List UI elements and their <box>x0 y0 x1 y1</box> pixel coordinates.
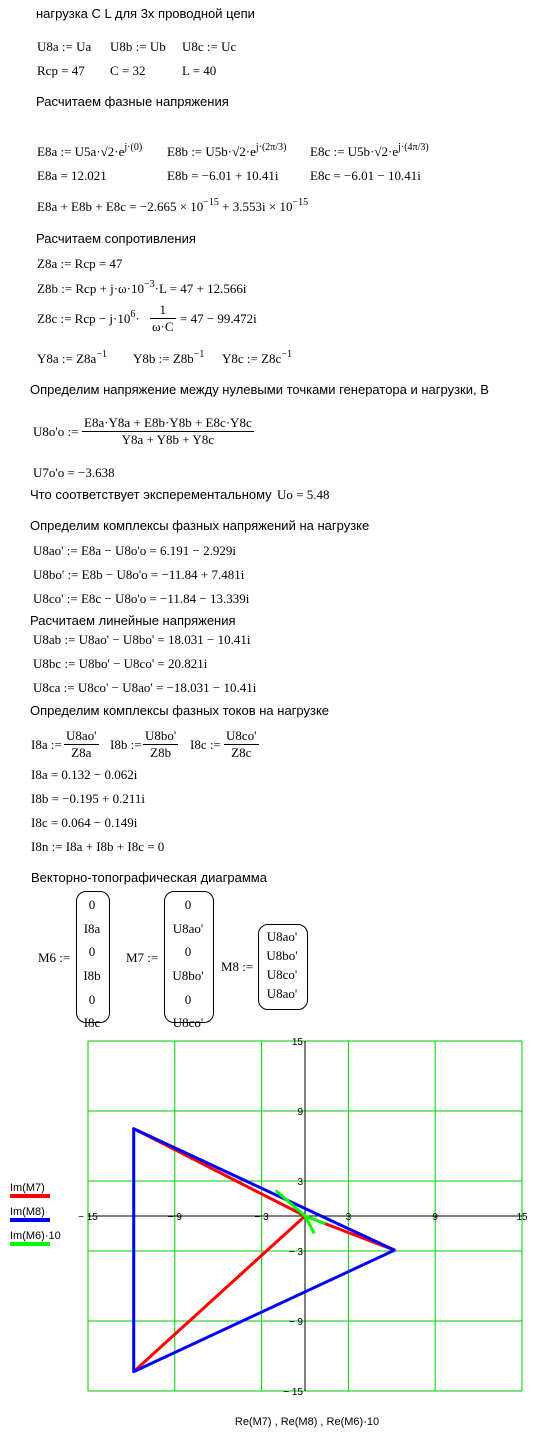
x-tick-label: − 3 <box>254 1212 269 1223</box>
m8-vector: U8ao' U8bo' U8co' U8ao' <box>266 929 298 1001</box>
u8ao-def: U8ao' := E8a − U8o'o = 6.191 − 2.929i <box>33 543 236 558</box>
i8c-fraction: $\frac{U8co'}{Z8c}$ <box>226 728 257 760</box>
i8b-value: I8b = −0.195 + 0.211i <box>31 791 145 806</box>
y-tick-label: 3 <box>297 1177 303 1188</box>
u7oo-value: U7o'o = −3.638 <box>33 465 115 480</box>
m6-label: M6 := <box>38 950 71 965</box>
i8a-value: I8a = 0.132 − 0.062i <box>31 767 138 782</box>
e8b-def: E8b := $U5b\cdot√2\cdot e^{j\cdot(2\pi/3)}$ <box>167 142 287 159</box>
u8oo-fraction: $\frac{E8a\cdot Y8a + E8b\cdot Y8b + E8c\cdot Y8c}{Y8a + Y8b + Y8c}$ <box>84 415 252 447</box>
linear-heading: Расчитаем линейные напряжения <box>30 613 236 628</box>
x-axis-label: Re(M7) , Re(M8) , Re(M6)·10 <box>234 1416 380 1428</box>
u8co-def: U8co' := E8c − U8o'o = −11.84 − 13.339i <box>33 591 250 606</box>
currents-heading: Определим комплексы фазных токов на нагрузке <box>30 703 330 718</box>
def-u8b: U8b := Ub <box>110 39 166 54</box>
m6-vector: 0 I8a 0 I8b 0 I8c <box>83 897 101 1031</box>
m7-vector: 0 U8ao' 0 U8bo' 0 U8co' <box>172 897 204 1031</box>
x-tick-label: 9 <box>432 1212 438 1223</box>
phase-sum: $E8a + E8b + E8c = -2.665 \times 10^{-15} + 3.553i \times 10^{-15}$ <box>37 197 309 214</box>
e8c-value: E8c = −6.01 − 10.41i <box>310 168 421 183</box>
z8c-def-lhs: Z8c := Rcp − $j\cdot 10^6\cdot$ <box>37 309 140 326</box>
series-line-1 <box>134 1129 395 1372</box>
i8a-fraction: $\frac{U8ao'}{Z8a}$ <box>66 728 97 760</box>
def-u8a: U8a := Ua <box>37 39 92 54</box>
series-line-3 <box>277 1191 324 1233</box>
m7-label: M7 := <box>126 950 159 965</box>
u8bc-def: U8bc := U8bo' − U8co' = 20.821i <box>33 656 208 671</box>
z8c-result: = 47 − 99.472i <box>180 311 257 326</box>
complex-heading: Определим комплексы фазных напряжений на нагрузке <box>30 518 370 533</box>
y8c-def: Y8c := $Z8c^{-1}$ <box>222 349 292 366</box>
i8c-lhs: I8c := <box>190 737 221 752</box>
y8b-def: Y8b := $Z8b^{-1}$ <box>133 349 205 366</box>
y8a-def: Y8a := $Z8a^{-1}$ <box>37 349 107 366</box>
diagram-heading: Векторно-топографическая диаграмма <box>31 870 267 885</box>
y-tick-label: − 3 <box>288 1247 303 1258</box>
x-tick-label: − 15 <box>78 1212 98 1223</box>
legend-label: Im(M6)·10 <box>10 1230 61 1242</box>
def-c: C = 32 <box>110 63 146 78</box>
i8a-lhs: I8a := <box>31 737 62 752</box>
phase-heading: Расчитаем фазные напряжения <box>36 94 229 109</box>
legend-label: Im(M7) <box>10 1182 45 1194</box>
e8a-value: E8a = 12.021 <box>37 168 107 183</box>
u8ab-def: U8ab := U8ao' − U8bo' = 18.031 − 10.41i <box>33 632 251 647</box>
y-tick-label: − 9 <box>288 1317 303 1328</box>
z8b-def: Z8b := Rcp + $j\cdot\omega\cdot 10^{-3}\cdot L = 47 + 12.566i$ <box>37 279 247 296</box>
x-tick-label: 15 <box>516 1212 528 1223</box>
y-tick-label: 15 <box>291 1037 303 1048</box>
z8c-fraction: $\frac{1}{\omega\cdot C}$ <box>152 302 174 334</box>
e8c-def: E8c := $U5b\cdot√2\cdot e^{j\cdot(4\pi/3)}$ <box>310 142 429 159</box>
m8-label: M8 := <box>221 959 254 974</box>
def-l: L = 40 <box>182 63 217 78</box>
i8b-fraction: $\frac{U8bo'}{Z8b}$ <box>145 728 177 760</box>
z8a-def: Z8a := Rcp = 47 <box>37 256 123 271</box>
y-tick-label: 9 <box>297 1107 303 1118</box>
u8ca-def: U8ca := U8co' − U8ao' = −18.031 − 10.41i <box>33 680 257 695</box>
e8b-value: E8b = −6.01 + 10.41i <box>167 168 279 183</box>
e8a-def: E8a := $U5a\cdot√2\cdot e^{j\cdot(0)}$ <box>37 142 143 159</box>
x-tick-label: − 9 <box>167 1212 182 1223</box>
def-rcp: Rcp = 47 <box>37 63 85 78</box>
i8n-value: I8n := I8a + I8b + I8c = 0 <box>31 839 165 854</box>
u8bo-def: U8bo' := E8b − U8o'o = −11.84 + 7.481i <box>33 567 245 582</box>
y-tick-label: − 15 <box>283 1387 303 1398</box>
uo-value: Uo = 5.48 <box>277 487 330 502</box>
experimental-note: Что соответствует эксперементальному <box>30 487 272 502</box>
neutral-heading: Определим напряжение между нулевыми точками генератора и нагрузки, В <box>30 382 489 397</box>
def-u8c: U8c := Uc <box>182 39 237 54</box>
page-title: нагрузка C L для 3х проводной цепи <box>36 6 255 21</box>
legend-label: Im(M8) <box>10 1206 45 1218</box>
u8oo-lhs: U8o'o := <box>33 424 79 439</box>
i8b-lhs: I8b := <box>110 737 142 752</box>
x-tick-label: 3 <box>345 1212 352 1223</box>
resist-heading: Расчитаем сопротивления <box>36 231 196 246</box>
i8c-value: I8c = 0.064 − 0.149i <box>31 815 138 830</box>
